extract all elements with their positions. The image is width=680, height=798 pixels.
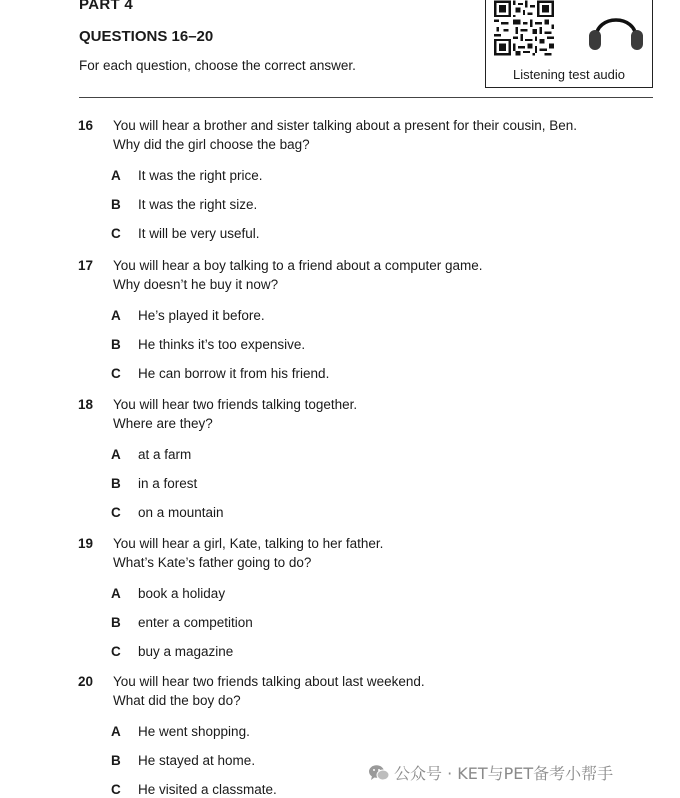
option-text: He stayed at home.	[138, 753, 256, 768]
option-text: He can borrow it from his friend.	[138, 366, 330, 381]
option-letter: C	[111, 505, 121, 520]
question-number: 20	[78, 674, 94, 689]
question-context: You will hear two friends talking about last weekend.	[113, 674, 425, 689]
question-prompt: What’s Kate’s father going to do?	[113, 555, 312, 570]
headphones-icon	[586, 2, 646, 54]
question-context: You will hear two friends talking together.	[113, 397, 358, 412]
listening-audio-box[interactable]	[485, 0, 653, 88]
option-letter: B	[111, 615, 121, 630]
question-context: You will hear a girl, Kate, talking to her father.	[113, 536, 384, 551]
option-letter: A	[111, 447, 121, 462]
question-prompt: Why doesn’t he buy it now?	[113, 277, 279, 292]
wechat-icon	[368, 764, 390, 782]
option-letter: A	[111, 308, 121, 323]
part-label: PART 4	[79, 0, 134, 13]
question-prompt: Why did the girl choose the bag?	[113, 137, 310, 152]
question-number: 16	[78, 118, 94, 133]
option-text: It will be very useful.	[138, 226, 260, 241]
option-letter: C	[111, 644, 121, 659]
instruction-text: For each question, choose the correct answer.	[79, 58, 356, 73]
option-text: book a holiday	[138, 586, 226, 601]
option-letter: B	[111, 337, 121, 352]
watermark-text: 公众号 · KET与PET备考小帮手	[394, 764, 614, 783]
option-text: He visited a classmate.	[138, 782, 277, 797]
option-text: He’s played it before.	[138, 308, 265, 323]
divider	[79, 97, 653, 98]
option-text: in a forest	[138, 476, 198, 491]
option-letter: B	[111, 197, 121, 212]
listening-audio-label: Listening test audio	[512, 67, 626, 82]
question-number: 17	[78, 258, 94, 273]
question-prompt: What did the boy do?	[113, 693, 241, 708]
questions-heading: QUESTIONS 16–20	[79, 28, 214, 45]
option-text: He went shopping.	[138, 724, 250, 739]
option-text: It was the right size.	[138, 197, 258, 212]
option-letter: B	[111, 753, 121, 768]
option-letter: B	[111, 476, 121, 491]
option-text: It was the right price.	[138, 168, 263, 183]
qr-code-icon[interactable]	[494, 0, 554, 56]
watermark	[368, 761, 613, 784]
question-context: You will hear a brother and sister talking about a present for their cousin, Ben.	[113, 118, 578, 133]
option-text: enter a competition	[138, 615, 253, 630]
option-letter: A	[111, 168, 121, 183]
option-letter: C	[111, 366, 121, 381]
option-letter: C	[111, 782, 121, 797]
option-text: at a farm	[138, 447, 192, 462]
question-prompt: Where are they?	[113, 416, 213, 431]
option-letter: A	[111, 586, 121, 601]
question-number: 18	[78, 397, 94, 412]
option-text: on a mountain	[138, 505, 224, 520]
question-context: You will hear a boy talking to a friend about a computer game.	[113, 258, 483, 273]
option-letter: C	[111, 226, 121, 241]
option-text: buy a magazine	[138, 644, 234, 659]
question-number: 19	[78, 536, 94, 551]
option-letter: A	[111, 724, 121, 739]
option-text: He thinks it’s too expensive.	[138, 337, 306, 352]
